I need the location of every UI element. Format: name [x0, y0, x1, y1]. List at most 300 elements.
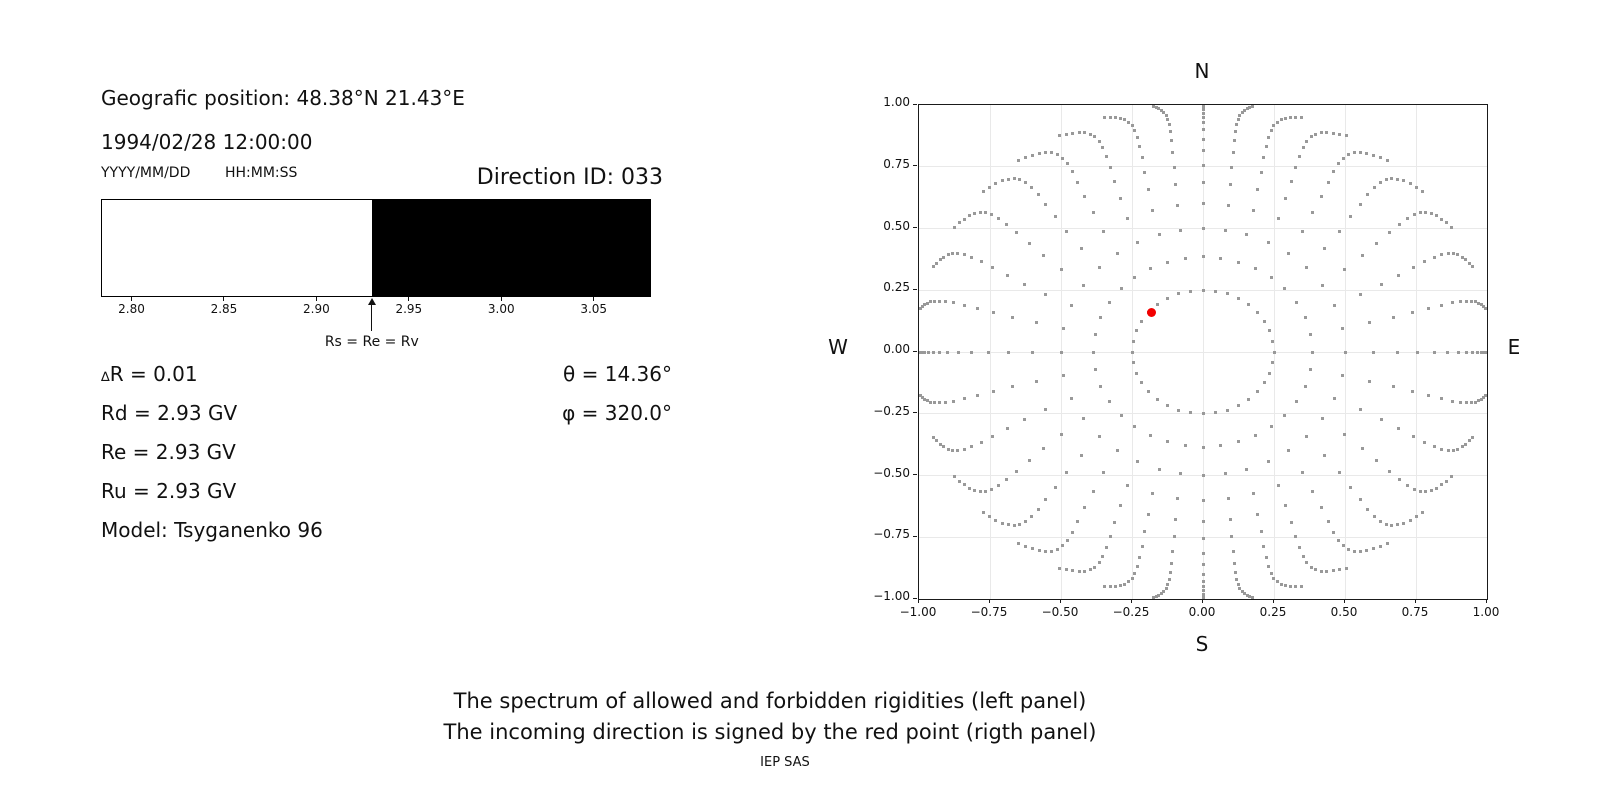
asymptotic-direction-dot: [952, 400, 955, 403]
asymptotic-direction-dot: [1295, 301, 1298, 304]
asymptotic-direction-dot: [1256, 390, 1259, 393]
asymptotic-direction-dot: [1294, 166, 1297, 169]
asymptotic-direction-dot: [990, 488, 993, 491]
asymptotic-direction-dot: [1380, 418, 1383, 421]
asymptotic-direction-dot: [1235, 123, 1238, 126]
asymptotic-direction-dot: [1011, 316, 1014, 319]
asymptotic-direction-dot: [1007, 351, 1010, 354]
asymptotic-direction-dot: [1226, 292, 1229, 295]
asymptotic-direction-dot: [1171, 151, 1174, 154]
y-axis-tick-mark: [913, 598, 917, 599]
asymptotic-direction-dot: [1070, 397, 1073, 400]
asymptotic-direction-dot: [1202, 128, 1205, 131]
asymptotic-direction-dot: [1108, 400, 1111, 403]
asymptotic-direction-dot: [1089, 133, 1092, 136]
asymptotic-direction-dot: [1476, 351, 1479, 354]
asymptotic-direction-dot: [1232, 550, 1235, 553]
asymptotic-direction-dot: [1272, 124, 1275, 127]
asymptotic-direction-dot: [1268, 329, 1271, 332]
asymptotic-direction-dot: [1320, 131, 1323, 134]
asymptotic-direction-dot: [939, 258, 942, 261]
asymptotic-direction-dot: [1361, 447, 1364, 450]
asymptotic-direction-dot: [952, 301, 955, 304]
spectrum-tick-label: 3.00: [487, 302, 515, 316]
asymptotic-direction-dot: [1263, 320, 1266, 323]
asymptotic-direction-dot: [1415, 186, 1418, 189]
asymptotic-direction-dot: [1147, 188, 1150, 191]
asymptotic-direction-dot: [1202, 580, 1205, 583]
asymptotic-direction-dot: [1101, 146, 1104, 149]
asymptotic-direction-dot: [1373, 186, 1376, 189]
compass-label-north: N: [1194, 59, 1210, 83]
asymptotic-direction-dot: [1468, 262, 1471, 265]
asymptotic-direction-dot: [1342, 544, 1345, 547]
asymptotic-direction-dot: [1379, 181, 1382, 184]
asymptotic-direction-dot: [1284, 117, 1287, 120]
asymptotic-direction-dot: [1375, 459, 1378, 462]
caption-line-2: The incoming direction is signed by the red point (rigth panel): [443, 720, 1097, 744]
asymptotic-direction-dot: [1219, 257, 1222, 260]
asymptotic-direction-dot: [1042, 254, 1045, 257]
asymptotic-direction-dot: [1202, 227, 1205, 230]
asymptotic-direction-dot: [1396, 523, 1399, 526]
asymptotic-direction-dot: [976, 394, 979, 397]
asymptotic-direction-dot: [1001, 179, 1004, 182]
asymptotic-direction-dot: [991, 435, 994, 438]
asymptotic-direction-dot: [1446, 351, 1449, 354]
asymptotic-direction-dot: [1030, 186, 1033, 189]
asymptotic-direction-dot: [1060, 433, 1063, 436]
spectrum-tick-label: 2.90: [303, 302, 330, 316]
asymptotic-direction-dot: [1099, 316, 1102, 319]
asymptotic-direction-dot: [1461, 256, 1464, 259]
asymptotic-direction-dot: [932, 351, 935, 354]
asymptotic-direction-dot: [1131, 577, 1134, 580]
asymptotic-direction-dot: [1430, 212, 1433, 215]
asymptotic-direction-dot: [942, 445, 945, 448]
asymptotic-direction-dot: [1323, 454, 1326, 457]
asymptotic-direction-dot: [1359, 550, 1362, 553]
asymptotic-direction-dot: [963, 483, 966, 486]
asymptotic-direction-dot: [1071, 569, 1074, 572]
x-axis-tick-mark: [1060, 599, 1061, 603]
asymptotic-direction-dot: [1372, 351, 1375, 354]
asymptotic-direction-dot: [1337, 162, 1340, 165]
asymptotic-direction-dot: [1157, 594, 1160, 597]
asymptotic-direction-dot: [1082, 417, 1085, 420]
x-axis-tick-mark: [989, 599, 990, 603]
asymptotic-direction-dot: [1006, 274, 1009, 277]
direction-plot: [918, 104, 1488, 600]
asymptotic-direction-dot: [1283, 414, 1286, 417]
asymptotic-direction-dot: [1304, 385, 1307, 388]
datetime-label: 1994/02/28 12:00:00: [101, 130, 313, 154]
x-axis-tick-mark: [918, 599, 919, 603]
asymptotic-direction-dot: [1160, 109, 1163, 112]
asymptotic-direction-dot: [1044, 293, 1047, 296]
asymptotic-direction-dot: [1013, 177, 1016, 180]
asymptotic-direction-dot: [1332, 170, 1335, 173]
asymptotic-direction-dot: [1070, 304, 1073, 307]
asymptotic-direction-dot: [991, 266, 994, 269]
asymptotic-direction-dot: [1136, 136, 1139, 139]
asymptotic-direction-dot: [1321, 417, 1324, 420]
asymptotic-direction-dot: [1044, 550, 1047, 553]
asymptotic-direction-dot: [1270, 276, 1273, 279]
y-axis-tick-mark: [913, 351, 917, 352]
asymptotic-direction-dot: [1202, 537, 1205, 540]
asymptotic-direction-dot: [1338, 133, 1341, 136]
asymptotic-direction-dot: [1214, 290, 1217, 293]
asymptotic-direction-dot: [1024, 181, 1027, 184]
asymptotic-direction-dot: [1459, 300, 1462, 303]
asymptotic-direction-dot: [1421, 511, 1424, 514]
asymptotic-direction-dot: [944, 401, 947, 404]
asymptotic-direction-dot: [1256, 311, 1259, 314]
asymptotic-direction-dot: [1341, 374, 1344, 377]
asymptotic-direction-dot: [1092, 211, 1095, 214]
asymptotic-direction-dot: [988, 515, 991, 518]
compass-label-west: W: [828, 335, 848, 359]
asymptotic-direction-dot: [1152, 105, 1155, 108]
asymptotic-direction-dot: [1379, 545, 1382, 548]
asymptotic-direction-dot: [1289, 116, 1292, 119]
cutoff-arrow-shaft: [371, 303, 372, 331]
asymptotic-direction-dot: [1298, 155, 1301, 158]
asymptotic-direction-dot: [958, 221, 961, 224]
asymptotic-direction-dot: [1189, 411, 1192, 414]
asymptotic-direction-dot: [1440, 448, 1443, 451]
asymptotic-direction-dot: [1109, 166, 1112, 169]
asymptotic-direction-dot: [1271, 361, 1274, 364]
asymptotic-direction-dot: [1158, 233, 1161, 236]
asymptotic-direction-dot: [1136, 565, 1139, 568]
asymptotic-direction-dot: [963, 448, 966, 451]
asymptotic-direction-dot: [1066, 162, 1069, 165]
asymptotic-direction-dot: [1392, 316, 1395, 319]
asymptotic-direction-dot: [1445, 221, 1448, 224]
asymptotic-direction-dot: [1327, 520, 1330, 523]
asymptotic-direction-dot: [1368, 380, 1371, 383]
asymptotic-direction-dot: [1224, 229, 1227, 232]
asymptotic-direction-dot: [1132, 340, 1135, 343]
asymptotic-direction-dot: [1015, 470, 1018, 473]
asymptotic-direction-dot: [1094, 368, 1097, 371]
asymptotic-direction-dot: [935, 439, 938, 442]
asymptotic-direction-dot: [1007, 523, 1010, 526]
asymptotic-direction-dot: [1234, 130, 1237, 133]
asymptotic-direction-dot: [1024, 545, 1027, 548]
asymptotic-direction-dot: [1263, 381, 1266, 384]
asymptotic-direction-dot: [1379, 156, 1382, 159]
asymptotic-direction-dot: [968, 214, 971, 217]
asymptotic-direction-dot: [1202, 164, 1205, 167]
asymptotic-direction-dot: [1398, 478, 1401, 481]
asymptotic-direction-dot: [1234, 571, 1237, 574]
asymptotic-direction-dot: [1119, 197, 1122, 200]
asymptotic-direction-dot: [1359, 408, 1362, 411]
asymptotic-direction-dot: [1276, 121, 1279, 124]
asymptotic-direction-dot: [1343, 433, 1346, 436]
asymptotic-direction-dot: [1386, 542, 1389, 545]
asymptotic-direction-dot: [1421, 190, 1424, 193]
asymptotic-direction-dot: [979, 211, 982, 214]
asymptotic-direction-dot: [1155, 106, 1158, 109]
asymptotic-direction-dot: [1174, 183, 1177, 186]
asymptotic-direction-dot: [990, 213, 993, 216]
asymptotic-direction-dot: [1007, 178, 1010, 181]
asymptotic-direction-dot: [1349, 215, 1352, 218]
asymptotic-direction-dot: [1227, 204, 1230, 207]
asymptotic-direction-dot: [1396, 178, 1399, 181]
asymptotic-direction-dot: [1179, 472, 1182, 475]
asymptotic-direction-dot: [1230, 535, 1233, 538]
asymptotic-direction-dot: [1001, 522, 1004, 525]
forbidden-rigidity-region: [372, 200, 650, 296]
asymptotic-direction-dot: [1024, 520, 1027, 523]
asymptotic-direction-dot: [1024, 156, 1027, 159]
asymptotic-direction-dot: [1320, 570, 1323, 573]
rigidity-spectrum-bar: [101, 199, 651, 297]
asymptotic-direction-dot: [1237, 440, 1240, 443]
asymptotic-direction-dot: [1440, 397, 1443, 400]
theta-label: θ = 14.36°: [563, 362, 672, 386]
asymptotic-direction-dot: [1202, 499, 1205, 502]
asymptotic-direction-dot: [933, 300, 936, 303]
asymptotic-direction-dot: [1388, 231, 1391, 234]
asymptotic-direction-dot: [1123, 118, 1126, 121]
asymptotic-direction-dot: [1109, 535, 1112, 538]
asymptotic-direction-dot: [1372, 154, 1375, 157]
asymptotic-direction-dot: [1304, 316, 1307, 319]
asymptotic-direction-dot: [929, 401, 932, 404]
asymptotic-direction-dot: [1005, 478, 1008, 481]
x-axis-tick-mark: [1273, 599, 1274, 603]
asymptotic-direction-dot: [1450, 475, 1453, 478]
spectrum-tick-mark: [316, 297, 317, 301]
delta-icon: ∆: [101, 370, 110, 385]
asymptotic-direction-dot: [1011, 385, 1014, 388]
asymptotic-direction-dot: [1092, 351, 1095, 354]
asymptotic-direction-dot: [1452, 252, 1455, 255]
asymptotic-direction-dot: [1006, 427, 1009, 430]
asymptotic-direction-dot: [1103, 116, 1106, 119]
asymptotic-direction-dot: [958, 480, 961, 483]
asymptotic-direction-dot: [1398, 223, 1401, 226]
asymptotic-direction-dot: [1433, 256, 1436, 259]
x-axis-tick-mark: [1344, 599, 1345, 603]
asymptotic-direction-dot: [926, 302, 929, 305]
asymptotic-direction-dot: [1424, 490, 1427, 493]
asymptotic-direction-dot: [1338, 471, 1341, 474]
asymptotic-direction-dot: [1277, 484, 1280, 487]
asymptotic-direction-dot: [1005, 223, 1008, 226]
asymptotic-direction-dot: [1202, 255, 1205, 258]
asymptotic-direction-dot: [1305, 435, 1308, 438]
asymptotic-direction-dot: [1412, 435, 1415, 438]
asymptotic-direction-dot: [1465, 351, 1468, 354]
asymptotic-direction-dot: [942, 256, 945, 259]
asymptotic-direction-dot: [988, 186, 991, 189]
y-axis-tick-label: 0.75: [883, 156, 910, 171]
asymptotic-direction-dot: [1353, 151, 1356, 154]
asymptotic-direction-dot: [1333, 397, 1336, 400]
y-axis-tick-mark: [913, 104, 917, 105]
asymptotic-direction-dot: [1127, 121, 1130, 124]
asymptotic-direction-dot: [1179, 229, 1182, 232]
asymptotic-direction-dot: [1359, 151, 1362, 154]
asymptotic-direction-dot: [1092, 490, 1095, 493]
asymptotic-direction-dot: [1435, 487, 1438, 490]
asymptotic-direction-dot: [1076, 181, 1079, 184]
asymptotic-direction-dot: [1015, 231, 1018, 234]
asymptotic-direction-dot: [1459, 401, 1462, 404]
asymptotic-direction-dot: [1461, 445, 1464, 448]
asymptotic-direction-dot: [938, 300, 941, 303]
y-axis-tick-mark: [913, 412, 917, 413]
y-axis-tick-label: −1.00: [873, 589, 910, 603]
asymptotic-direction-dot: [1380, 283, 1383, 286]
asymptotic-direction-dot: [984, 490, 987, 493]
asymptotic-direction-dot: [929, 300, 932, 303]
asymptotic-direction-dot: [994, 519, 997, 522]
asymptotic-direction-dot: [1017, 159, 1020, 162]
asymptotic-direction-dot: [1133, 425, 1136, 428]
asymptotic-direction-dot: [976, 307, 979, 310]
x-axis-tick-label: −0.50: [1041, 605, 1079, 619]
asymptotic-direction-dot: [1023, 283, 1026, 286]
asymptotic-direction-dot: [926, 399, 929, 402]
asymptotic-direction-dot: [963, 253, 966, 256]
asymptotic-direction-dot: [1450, 226, 1453, 229]
asymptotic-direction-dot: [1168, 578, 1171, 581]
asymptotic-direction-dot: [1267, 136, 1270, 139]
asymptotic-direction-dot: [1379, 520, 1382, 523]
asymptotic-direction-dot: [1464, 443, 1467, 446]
asymptotic-direction-dot: [1268, 372, 1271, 375]
asymptotic-direction-dot: [1353, 550, 1356, 553]
asymptotic-direction-dot: [1287, 449, 1290, 452]
asymptotic-direction-dot: [1018, 178, 1021, 181]
x-axis-tick-label: −0.75: [970, 605, 1008, 619]
time-format-label: HH:MM:SS: [225, 165, 298, 181]
phi-label: φ = 320.0°: [562, 401, 672, 425]
asymptotic-direction-dot: [997, 484, 1000, 487]
asymptotic-direction-dot: [1321, 284, 1324, 287]
asymptotic-direction-dot: [1412, 266, 1415, 269]
asymptotic-direction-dot: [1119, 117, 1122, 120]
asymptotic-direction-dot: [1305, 140, 1308, 143]
y-axis-tick-mark: [913, 536, 917, 537]
asymptotic-direction-dot: [1202, 181, 1205, 184]
asymptotic-direction-dot: [1120, 414, 1123, 417]
asymptotic-direction-dot: [1229, 518, 1232, 521]
asymptotic-direction-dot: [1430, 489, 1433, 492]
asymptotic-direction-dot: [980, 260, 983, 263]
asymptotic-direction-dot: [1433, 445, 1436, 448]
asymptotic-direction-dot: [944, 300, 947, 303]
asymptotic-direction-dot: [1388, 470, 1391, 473]
asymptotic-direction-dot: [1465, 401, 1468, 404]
asymptotic-direction-dot: [1277, 217, 1280, 220]
asymptotic-direction-dot: [1061, 157, 1064, 160]
ru-label: Ru = 2.93 GV: [101, 479, 237, 503]
asymptotic-direction-dot: [994, 182, 997, 185]
delta-r-label: [101, 363, 198, 386]
asymptotic-direction-dot: [1093, 135, 1096, 138]
asymptotic-direction-dot: [1060, 351, 1063, 354]
asymptotic-direction-dot: [1135, 372, 1138, 375]
asymptotic-direction-dot: [1440, 483, 1443, 486]
asymptotic-direction-dot: [1280, 583, 1283, 586]
asymptotic-direction-dot: [1451, 400, 1454, 403]
asymptotic-direction-dot: [1152, 596, 1155, 599]
asymptotic-direction-dot: [1411, 390, 1414, 393]
asymptotic-direction-dot: [1385, 178, 1388, 181]
asymptotic-direction-dot: [1147, 390, 1150, 393]
asymptotic-direction-dot: [1311, 351, 1314, 354]
asymptotic-direction-dot: [1082, 284, 1085, 287]
asymptotic-direction-dot: [1365, 549, 1368, 552]
asymptotic-direction-dot: [1305, 266, 1308, 269]
asymptotic-direction-dot: [1365, 152, 1368, 155]
asymptotic-direction-dot: [1337, 539, 1340, 542]
asymptotic-direction-dot: [1227, 497, 1230, 500]
asymptotic-direction-dot: [1109, 116, 1112, 119]
asymptotic-direction-dot: [1344, 351, 1347, 354]
y-axis-tick-label: −0.50: [873, 465, 910, 480]
asymptotic-direction-dot: [1435, 214, 1438, 217]
asymptotic-direction-dot: [1050, 550, 1053, 553]
asymptotic-direction-dot: [1247, 303, 1250, 306]
asymptotic-direction-dot: [1156, 303, 1159, 306]
delta-r-value: R = 0.01: [109, 362, 198, 386]
asymptotic-direction-dot: [1214, 411, 1217, 414]
asymptotic-direction-dot: [927, 351, 930, 354]
asymptotic-direction-dot: [1456, 448, 1459, 451]
asymptotic-direction-dot: [956, 252, 959, 255]
asymptotic-direction-dot: [1140, 320, 1143, 323]
asymptotic-direction-dot: [1044, 408, 1047, 411]
asymptotic-direction-dot: [1298, 546, 1301, 549]
asymptotic-direction-dot: [1251, 105, 1254, 108]
asymptotic-direction-dot: [1409, 519, 1412, 522]
asymptotic-direction-dot: [1327, 181, 1330, 184]
asymptotic-direction-dot: [1396, 351, 1399, 354]
asymptotic-direction-dot: [1113, 521, 1116, 524]
asymptotic-direction-dot: [1093, 566, 1096, 569]
asymptotic-direction-dot: [1170, 139, 1173, 142]
asymptotic-direction-dot: [1262, 156, 1265, 159]
asymptotic-direction-dot: [951, 449, 954, 452]
asymptotic-direction-dot: [963, 304, 966, 307]
asymptotic-direction-dot: [1030, 515, 1033, 518]
asymptotic-direction-dot: [1114, 585, 1117, 588]
gridline-horizontal: [919, 352, 1487, 353]
y-axis-tick-mark: [913, 289, 917, 290]
asymptotic-direction-dot: [1078, 570, 1081, 573]
asymptotic-direction-dot: [1157, 107, 1160, 110]
asymptotic-direction-dot: [946, 351, 949, 354]
re-label: Re = 2.93 GV: [101, 440, 236, 464]
asymptotic-direction-dot: [1233, 562, 1236, 565]
asymptotic-direction-dot: [1013, 524, 1016, 527]
asymptotic-direction-dot: [1168, 123, 1171, 126]
asymptotic-direction-dot: [1044, 151, 1047, 154]
x-axis-tick-mark: [1131, 599, 1132, 603]
asymptotic-direction-dot: [1065, 230, 1068, 233]
x-axis-tick-label: 1.00: [1472, 605, 1500, 619]
